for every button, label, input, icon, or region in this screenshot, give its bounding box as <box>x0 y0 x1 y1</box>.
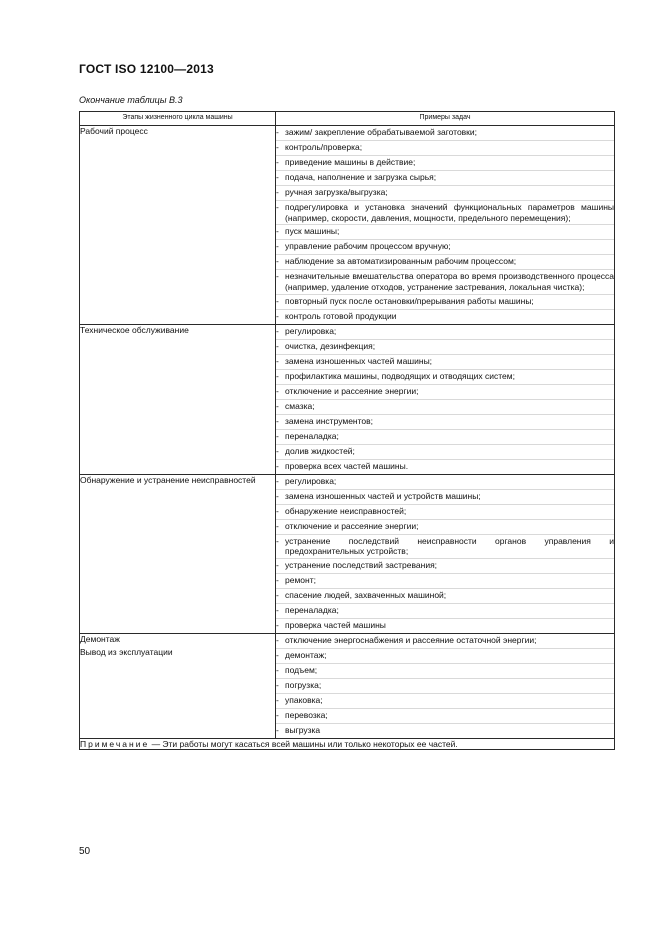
tasks-cell <box>276 633 615 738</box>
task-item: - приведение машины в действие; <box>276 156 614 171</box>
column-header-tasks: Примеры задач <box>276 112 615 126</box>
table-caption: Окончание таблицы В.3 <box>79 95 183 105</box>
tasks-cell <box>276 126 615 325</box>
task-item: - управление рабочим процессом вручную; <box>276 240 614 255</box>
task-item: - зажим/ закрепление обрабатываемой заготовки; <box>276 126 614 141</box>
table-row <box>80 324 615 474</box>
task-item: - очистка, дезинфекция; <box>276 340 614 355</box>
task-item: - замена изношенных частей машины; <box>276 355 614 370</box>
task-item: - переналадка; <box>276 604 614 619</box>
task-item: - отключение и рассеяние энергии; <box>276 385 614 400</box>
table-row <box>80 126 615 325</box>
task-item: - отключение и рассеяние энергии; <box>276 520 614 535</box>
stage-name: Вывод из эксплуатации <box>80 647 173 658</box>
task-item: - подрегулировка и установка значений функциональных параметров машины (например, скорости, давления, мощности, предельного перемещения); <box>276 201 614 225</box>
task-item: - демонтаж; <box>276 649 614 664</box>
task-item: - проверка всех частей машины. <box>276 460 614 474</box>
task-item: - смазка; <box>276 400 614 415</box>
stage-cell <box>80 633 276 738</box>
task-item: - упаковка; <box>276 694 614 709</box>
task-item: - обнаружение неисправностей; <box>276 505 614 520</box>
column-header-stages: Этапы жизненного цикла машины <box>80 112 276 126</box>
task-item: - контроль/проверка; <box>276 141 614 156</box>
stage-name: Техническое обслуживание <box>80 324 189 335</box>
task-item: - повторный пуск после остановки/прерывания работы машины; <box>276 295 614 310</box>
stage-cell <box>80 474 276 633</box>
task-list <box>276 475 614 633</box>
stage-name: Обнаружение и устранение неисправностей <box>80 474 256 485</box>
task-item: - наблюдение за автоматизированным рабочим процессом; <box>276 255 614 270</box>
tasks-cell <box>276 324 615 474</box>
stage-name: Рабочий процесс <box>80 126 148 136</box>
task-item: - отключение энергоснабжения и рассеяние остаточной энергии; <box>276 634 614 649</box>
task-list <box>276 634 614 738</box>
task-item: - регулировка; <box>276 475 614 490</box>
table-header-row <box>80 112 615 126</box>
task-list <box>276 126 614 324</box>
tasks-cell <box>276 474 615 633</box>
table-row <box>80 633 615 738</box>
page-number: 50 <box>79 846 91 857</box>
task-item: - подъем; <box>276 664 614 679</box>
table-row <box>80 474 615 633</box>
task-item: - незначительные вмешательства оператора во время производственного процесса (например, удаление отходов, устранение застревания, локальная чистка); <box>276 270 614 294</box>
task-item: - устранение последствий неисправности органов управления и предохранительных устройств; <box>276 535 614 559</box>
stage-cell <box>80 126 276 325</box>
lifecycle-tasks-table <box>79 111 615 750</box>
task-item: - спасение людей, захваченных машиной; <box>276 589 614 604</box>
table-note <box>80 738 615 750</box>
task-item: - переналадка; <box>276 430 614 445</box>
task-item: - ремонт; <box>276 574 614 589</box>
task-item: - контроль готовой продукции <box>276 310 614 324</box>
task-item: - замена изношенных частей и устройств машины; <box>276 490 614 505</box>
task-item: - подача, наполнение и загрузка сырья; <box>276 171 614 186</box>
table-body <box>80 126 615 739</box>
task-list <box>276 325 614 474</box>
stage-cell <box>80 324 276 474</box>
note-label: Примечание <box>80 738 150 749</box>
task-item: - профилактика машины, подводящих и отводящих систем; <box>276 370 614 385</box>
task-item: - замена инструментов; <box>276 415 614 430</box>
task-item: - выгрузка <box>276 724 614 738</box>
task-item: - перевозка; <box>276 709 614 724</box>
task-item: - погрузка; <box>276 679 614 694</box>
task-item: - регулировка; <box>276 325 614 340</box>
task-item: - пуск машины; <box>276 225 614 240</box>
task-item: - ручная загрузка/выгрузка; <box>276 186 614 201</box>
task-item: - устранение последствий застревания; <box>276 559 614 574</box>
task-item: - проверка частей машины <box>276 619 614 633</box>
note-row <box>80 738 615 750</box>
stage-name: Демонтаж <box>80 633 120 644</box>
standard-code: ГОСТ ISO 12100—2013 <box>79 62 214 76</box>
task-item: - долив жидкостей; <box>276 445 614 460</box>
note-text: — Эти работы могут касаться всей машины или только некоторых ее частей. <box>149 738 458 749</box>
